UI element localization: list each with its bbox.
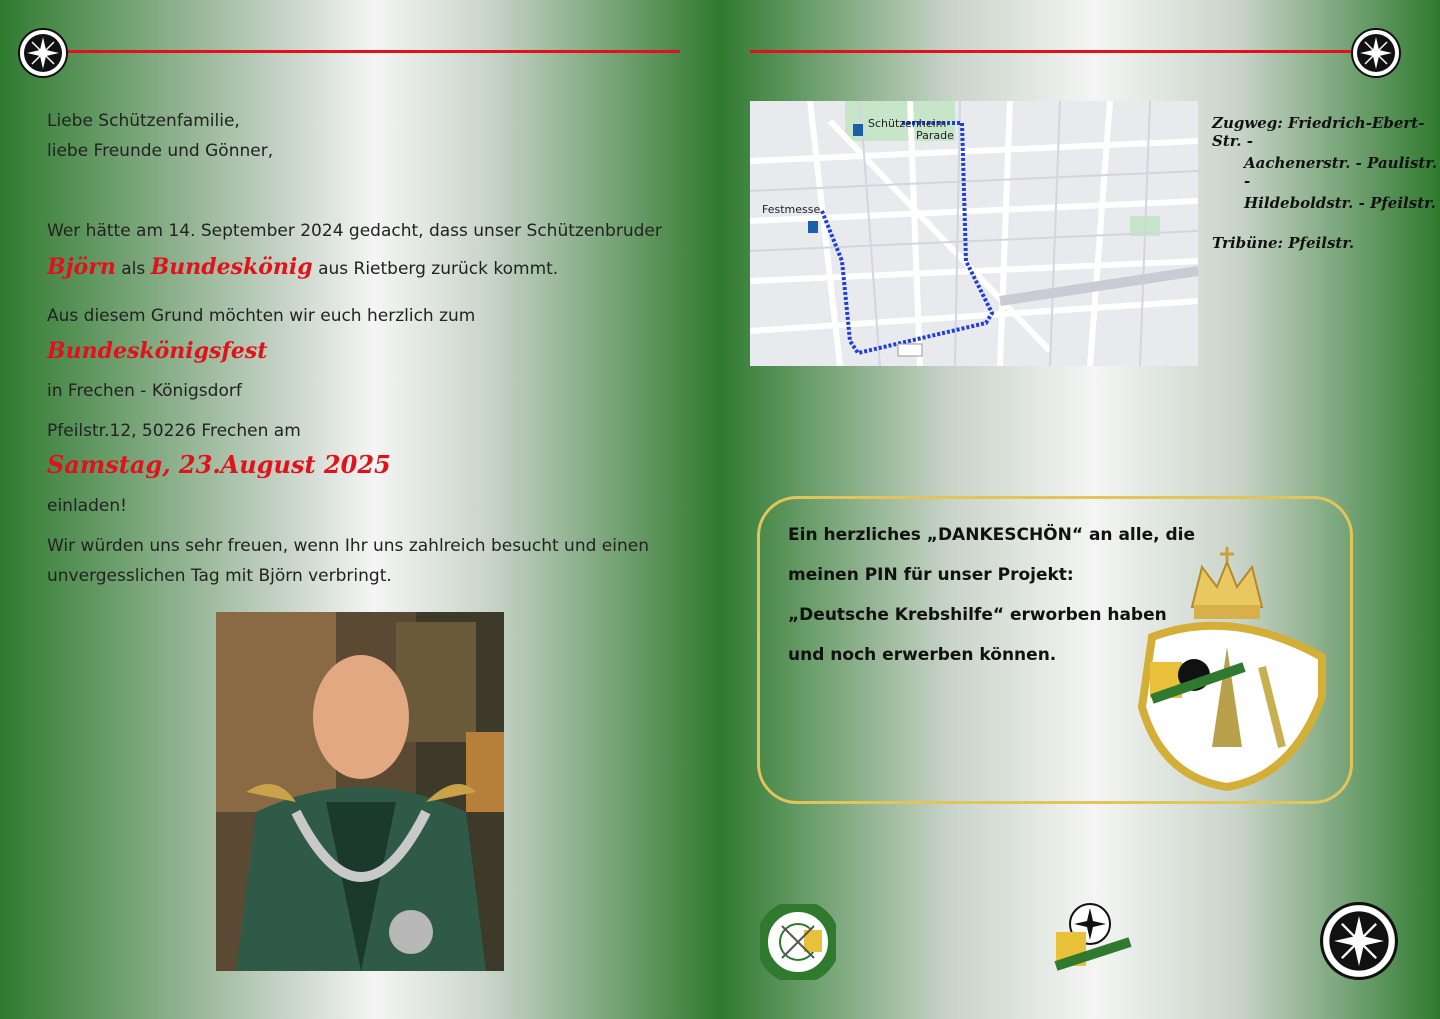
thanks-line-3: „Deutsche Krebshilfe“ erworben haben bbox=[788, 605, 1167, 625]
greeting-line-2: liebe Freunde und Gönner, bbox=[47, 141, 274, 161]
map-label-festmesse: Festmesse bbox=[762, 203, 821, 216]
bezirksverband-frechen-logo bbox=[1054, 902, 1132, 978]
title-script: Bundeskönig bbox=[150, 254, 313, 280]
right-page bbox=[720, 0, 1440, 1019]
fest-title: Bundeskönigsfest bbox=[47, 338, 268, 364]
sebastianus-koenigsdorf-logo bbox=[760, 904, 836, 980]
thanks-line-1: Ein herzliches „DANKESCHÖN“ an alle, die bbox=[788, 525, 1195, 545]
map-label-parade: Parade bbox=[916, 129, 954, 142]
thanks-box bbox=[757, 496, 1353, 804]
closing-line-2: unvergesslichen Tag mit Björn verbringt. bbox=[47, 566, 392, 586]
map-label-schuetzenheim: Schützenheim bbox=[868, 117, 947, 130]
route-line-3: Hildeboldstr. - Pfeilstr. bbox=[1244, 194, 1436, 212]
greeting-line-1: Liebe Schützenfamilie, bbox=[47, 111, 240, 131]
location-text: in Frechen - Königsdorf bbox=[47, 381, 242, 401]
header-divider-right bbox=[750, 50, 1372, 53]
thanks-line-4: und noch erwerben können. bbox=[788, 645, 1057, 665]
as-word: als bbox=[121, 259, 146, 279]
king-sentence bbox=[47, 252, 558, 284]
club-cross-emblem-icon bbox=[1320, 902, 1398, 980]
club-cross-emblem-icon bbox=[18, 28, 68, 78]
bundeskoenig-badge bbox=[1132, 547, 1336, 793]
header-divider bbox=[68, 50, 680, 53]
king-portrait-photo bbox=[216, 612, 504, 971]
route-line-2: Aachenerstr. - Paulistr. - bbox=[1244, 154, 1438, 190]
club-cross-emblem-icon bbox=[1351, 28, 1401, 78]
route-line-1: Zugweg: Friedrich-Ebert-Str. - bbox=[1212, 114, 1425, 150]
street-map-graphic bbox=[750, 101, 1198, 366]
return-text: aus Rietberg zurück kommt. bbox=[318, 259, 559, 279]
intro-paragraph: Wer hätte am 14. September 2024 gedacht, dass unser Schützenbruder bbox=[47, 221, 662, 241]
thanks-line-2: meinen PIN für unser Projekt: bbox=[788, 565, 1074, 585]
invite-text: einladen! bbox=[47, 496, 127, 516]
closing-line-1: Wir würden uns sehr freuen, wenn Ihr uns zahlreich besucht und einen bbox=[47, 536, 649, 556]
invite-paragraph: Aus diesem Grund möchten wir euch herzlich zum bbox=[47, 306, 476, 326]
address-text: Pfeilstr.12, 50226 Frechen am bbox=[47, 421, 301, 441]
event-date: Samstag, 23.August 2025 bbox=[47, 450, 391, 479]
name-script: Björn bbox=[47, 254, 116, 280]
route-map bbox=[750, 101, 1198, 366]
route-line-4: Tribüne: Pfeilstr. bbox=[1212, 234, 1355, 252]
